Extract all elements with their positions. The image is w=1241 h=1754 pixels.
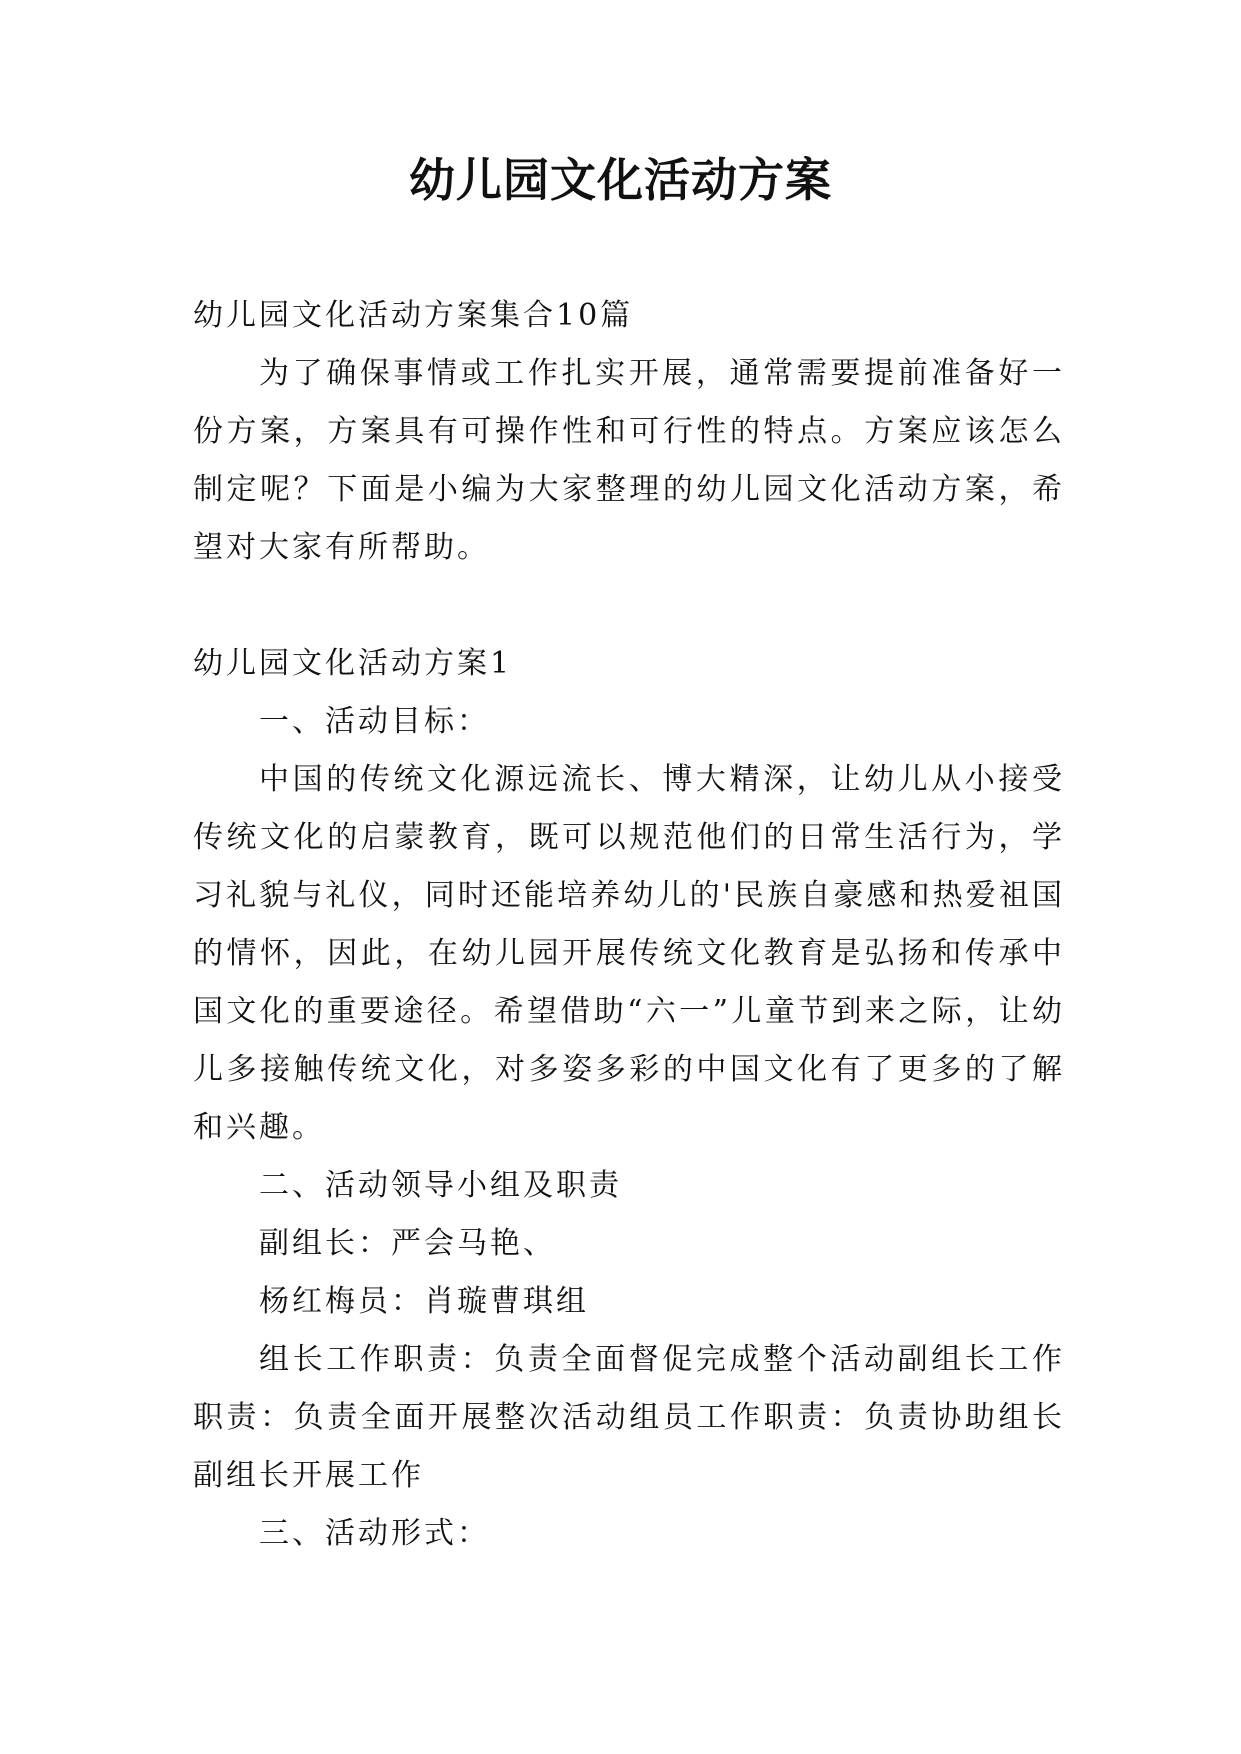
duties-paragraph: 组长工作职责：负责全面督促完成整个活动副组长工作职责：负责全面开展整次活动组员工作职责：负责协助组长副组长开展工作 — [193, 1342, 1065, 1493]
members-line: 杨红梅员：肖璇曹琪组 — [259, 1284, 589, 1319]
goal-paragraph: 中国的传统文化源远流长、博大精深，让幼儿从小接受传统文化的启蒙教育，既可以规范他们的日常生活行为，学习礼貌与礼仪，同时还能培养幼儿的'民族自豪感和热爱祖国的情怀，因此，在幼儿园开展传统文化教育是弘扬和传承中国文化的重要途径。希望借助“六一”儿童节到来之际，让幼儿多接触传统文化，对多姿多彩的中国文化有了更多的了解和兴趣。 — [193, 762, 1065, 1145]
document-subtitle: 幼儿园文化活动方案集合10篇 — [193, 298, 634, 333]
goal-heading: 一、活动目标： — [259, 704, 490, 739]
intro-paragraph: 为了确保事情或工作扎实开展，通常需要提前准备好一份方案，方案具有可操作性和可行性的特点。方案应该怎么制定呢？下面是小编为大家整理的幼儿园文化活动方案，希望对大家有所帮助。 — [193, 356, 1065, 565]
form-heading: 三、活动形式： — [259, 1516, 490, 1551]
document-title: 幼儿园文化活动方案 — [409, 153, 832, 207]
vice-leader-line: 副组长：严会马艳、 — [259, 1226, 556, 1261]
section-heading: 幼儿园文化活动方案1 — [193, 646, 513, 681]
document-body — [193, 287, 1065, 1563]
leadership-heading: 二、活动领导小组及职责 — [259, 1168, 622, 1203]
